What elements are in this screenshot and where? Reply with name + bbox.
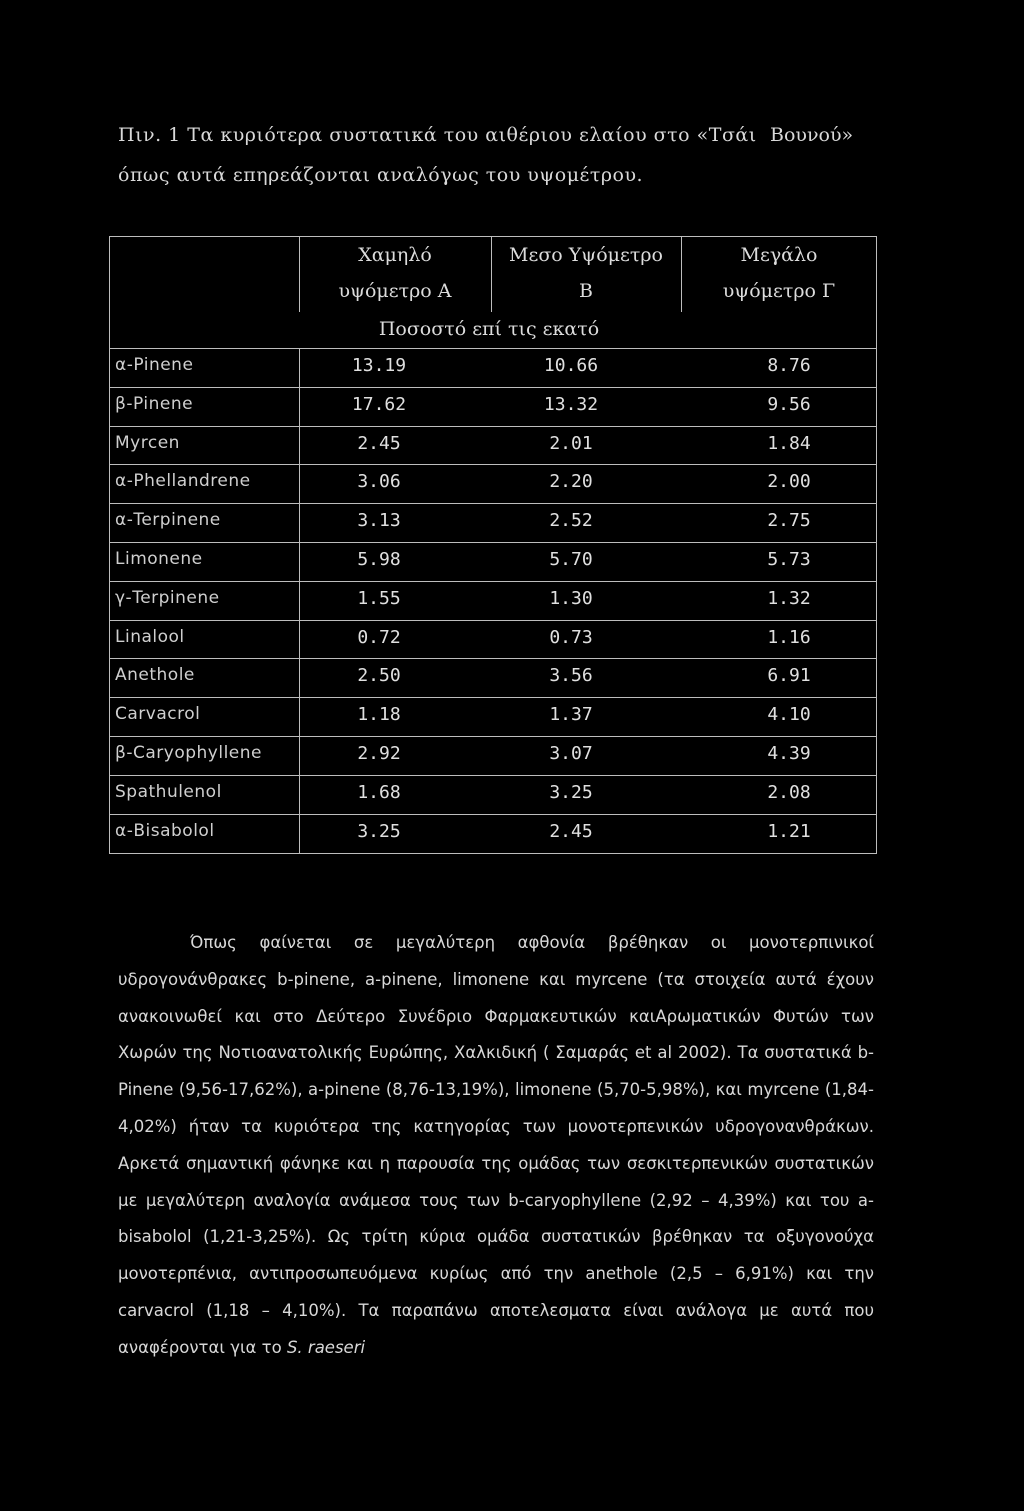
- body-paragraph: [118, 925, 874, 1367]
- table-caption-line1-right: Βουνού»: [770, 124, 854, 146]
- value-high: 1.32: [767, 587, 811, 609]
- value-low: 3.06: [357, 471, 401, 493]
- value-low: 2.92: [357, 743, 401, 764]
- value-high: 2.00: [767, 471, 811, 493]
- table-row: [109, 543, 877, 581]
- value-mid: 2.45: [549, 820, 593, 842]
- value-mid: 2.01: [549, 432, 593, 454]
- value-high: 1.16: [767, 626, 811, 648]
- table-row: [109, 776, 877, 814]
- row-divider: [109, 658, 877, 659]
- row-divider: [109, 736, 877, 737]
- table-row: [109, 659, 877, 697]
- value-mid: 1.30: [549, 587, 593, 609]
- value-high: 1.84: [767, 432, 811, 454]
- value-mid: 2.52: [549, 510, 593, 532]
- value-mid: 2.20: [549, 471, 593, 493]
- value-mid: 10.66: [543, 355, 599, 376]
- composition-table: [109, 236, 877, 854]
- compound-name: Anethole: [115, 665, 195, 686]
- value-high: 2.75: [767, 510, 811, 532]
- header-unit: Ποσοστό επί τις εκατό: [378, 318, 600, 340]
- table-row: [109, 504, 877, 542]
- row-divider: [109, 620, 877, 621]
- value-low: 1.68: [357, 781, 401, 803]
- value-high: 8.76: [767, 355, 811, 376]
- value-low: 3.25: [357, 820, 401, 842]
- table-row: [109, 582, 877, 620]
- header-mid-altitude-line2: Β: [579, 280, 593, 302]
- compound-name: α-Pinene: [115, 355, 194, 375]
- value-high: 1.21: [767, 820, 811, 842]
- value-low: 1.18: [357, 704, 401, 726]
- row-divider: [109, 387, 877, 388]
- value-high: 5.73: [767, 549, 811, 570]
- value-high: 2.08: [767, 781, 811, 803]
- row-divider: [109, 775, 877, 776]
- compound-name: γ-Terpinene: [115, 587, 220, 608]
- value-mid: 1.37: [549, 704, 593, 726]
- value-low: 5.98: [357, 549, 401, 570]
- header-low-altitude-line1: Χαμηλό: [358, 244, 432, 266]
- value-mid: 0.73: [549, 626, 593, 648]
- value-low: 2.50: [357, 665, 401, 687]
- compound-name: Carvacrol: [115, 704, 201, 725]
- row-divider: [109, 581, 877, 582]
- value-mid: 13.32: [543, 393, 599, 415]
- header-high-altitude-line1: Μεγάλο: [740, 244, 818, 266]
- row-divider: [109, 542, 877, 543]
- row-divider: [109, 426, 877, 427]
- value-high: 4.10: [767, 704, 811, 726]
- species-name: S. raeseri: [286, 1337, 366, 1357]
- table-row: [109, 737, 877, 775]
- compound-name: Linalool: [115, 626, 185, 647]
- value-mid: 3.07: [549, 743, 593, 764]
- table-row: [109, 698, 877, 736]
- compound-name: β-Caryophyllene: [115, 743, 262, 763]
- header-low-altitude-line2: υψόμετρο Α: [338, 280, 452, 302]
- value-low: 3.13: [357, 510, 401, 532]
- value-low: 0.72: [357, 626, 401, 648]
- value-low: 2.45: [357, 432, 401, 454]
- compound-name: α-Phellandrene: [115, 471, 251, 492]
- value-low: 17.62: [351, 393, 407, 415]
- value-high: 6.91: [767, 665, 811, 687]
- table-row: [109, 427, 877, 465]
- table-row: [109, 621, 877, 659]
- header-mid-altitude-line1: Μεσο Υψόμετρο: [509, 244, 663, 266]
- value-low: 13.19: [351, 355, 407, 376]
- row-divider: [109, 503, 877, 504]
- table-row: [109, 349, 877, 387]
- value-low: 1.55: [357, 587, 401, 609]
- compound-name: α-Bisabolol: [115, 820, 215, 841]
- value-mid: 3.25: [549, 781, 593, 803]
- compound-name: Spathulenol: [115, 781, 222, 802]
- table-row: [109, 388, 877, 426]
- header-high-altitude-line2: υψόμετρο Γ: [722, 280, 836, 302]
- row-divider: [109, 814, 877, 815]
- table-caption-line2: όπως αυτά επηρεάζονται αναλόγως του υψομέτρου.: [118, 164, 644, 186]
- paragraph-text: Όπως φαίνεται σε μεγαλύτερη αφθονία βρέθηκαν οι μονοτερπινικοί υδρογονάνθρακες b-pinene, a-pinene, limonene και myrcene (τα στοιχεία αυτά έχουν ανακοινωθεί και στο Δεύτερο Συνέδριο Φαρμακευτικών καιΑρωματικών Φυτών των Χωρών της Νοτιοανατολικής Ευρώπης, Χαλκιδική ( Σαμαράς et al 2002). Τα συστατικά b-Pinene (9,56-17,62%), a-pinene (8,76-13,19%), limonene (5,70-5,98%), και myrcene (1,84-4,02%) ήταν τα κυριότερα της κατηγορίας των μονοτερπενικών υδρογονανθράκων. Αρκετά σημαντική φάνηκε και η παρουσία της ομάδας των σεσκιτερπενικών συστατικών με μεγαλύτερη αναλογία ανάμεσα τους των b-caryophyllene (2,92 – 4,39%) και του a-bisabolol (1,21-3,25%). Ως τρίτη κύρια ομάδα συστατικών βρέθηκαν τα οξυγονούχα μονοτερπένια, αντιπροσωπευόμενα κυρίως από την anethole (2,5 – 6,91%) και την carvacrol (1,18 – 4,10%). Τα παραπάνω αποτελεσματα είναι ανάλογα με αυτά που αναφέρονται για το: [118, 933, 874, 1357]
- compound-name: Limonene: [115, 549, 203, 569]
- table-row: [109, 815, 877, 853]
- value-mid: 5.70: [549, 549, 593, 570]
- compound-name: β-Pinene: [115, 393, 194, 414]
- table-caption-line1: Πιν. 1 Τα κυριότερα συστατικά του αιθέριου ελαίου στο «Τσάι: [118, 124, 757, 146]
- value-high: 9.56: [767, 393, 811, 415]
- table-row: [109, 465, 877, 503]
- value-high: 4.39: [767, 743, 811, 764]
- compound-name: Myrcen: [115, 432, 180, 453]
- row-divider: [109, 464, 877, 465]
- compound-name: α-Terpinene: [115, 510, 221, 531]
- row-divider: [109, 697, 877, 698]
- value-mid: 3.56: [549, 665, 593, 687]
